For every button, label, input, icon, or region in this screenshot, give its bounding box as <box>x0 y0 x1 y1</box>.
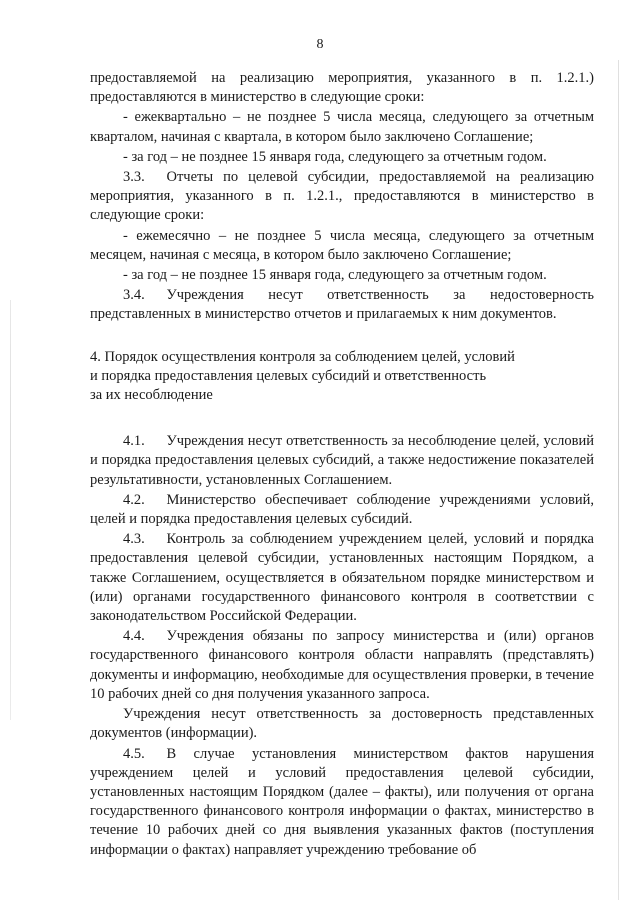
paragraph: 4.2. Министерство обеспечивает соблюдение учреждениями условий, целей и порядка предоставления целевых субсидий. <box>90 491 594 528</box>
paragraph: 4.1. Учреждения несут ответственность за несоблюдение целей, условий и порядка предоставления целевых субсидий, а также недостижение показателей результативности, установленных Соглашением. <box>90 433 594 488</box>
paragraph: - за год – не позднее 15 января года, следующего за отчетным годом. <box>123 148 547 165</box>
paragraph: - за год – не позднее 15 января года, следующего за отчетным годом. <box>123 267 547 284</box>
paragraph: 3.3. Отчеты по целевой субсидии, предоставляемой на реализацию мероприятия, указанного в п. 1.2.1., предоставляются в министерство в следующие сроки: <box>90 169 594 224</box>
document-body <box>90 68 594 860</box>
paragraph: 4.3. Контроль за соблюдением учреждением целей, условий и порядка предоставления целевой субсидии, установленных настоящим Порядком, а также Соглашением, осуществляется в обязательном порядке министерством и (или) органами государственного финансового контроля в соответствии с законодательством Российской Федерации. <box>90 531 594 625</box>
section-heading <box>90 348 594 406</box>
paragraph: предоставляемой на реализацию мероприятия, указанного в п. 1.2.1.) предоставляются в министерство в следующие сроки: <box>90 70 594 106</box>
paragraph: - ежеквартально – не позднее 5 числа месяца, следующего за отчетным кварталом, начиная с квартала, в котором было заключено Соглашение; <box>90 109 594 145</box>
page-number: 8 <box>316 37 324 52</box>
section-heading-line: 4. Порядок осуществления контроля за соблюдением целей, условий <box>90 348 515 365</box>
paragraph: 4.4. Учреждения обязаны по запросу министерства и (или) органов государственного финансового контроля области направлять (представлять) документы и информацию, необходимые для осуществления проверки, в течение 10 рабочих дней со дня получения указанного запроса. <box>90 628 594 702</box>
paragraph: 4.5. В случае установления министерством фактов нарушения учреждением целей и условий предоставления целевой субсидии, установленных настоящим Порядком (далее – факты), или получения от органа государственного финансового контроля информации о фактах, министерство в течение 10 рабочих дней со дня выявления указанных фактов (поступления информации о фактах) направляет учреждению требование об <box>90 745 594 858</box>
paragraph: Учреждения несут ответственность за достоверность представленных документов (информации). <box>90 706 594 742</box>
scan-artifact-left <box>10 300 11 720</box>
section-heading-line: за их несоблюдение <box>90 387 213 404</box>
section-heading-line: и порядка предоставления целевых субсидий и ответственность <box>90 367 487 384</box>
paragraph: 3.4. Учреждения несут ответственность за недостоверность представленных в министерство отчетов и прилагаемых к ним документов. <box>90 287 594 323</box>
paragraph: - ежемесячно – не позднее 5 числа месяца, следующего за отчетным месяцем, начиная с месяца, в котором было заключено Соглашение; <box>90 227 594 263</box>
scan-artifact-right <box>618 60 619 900</box>
